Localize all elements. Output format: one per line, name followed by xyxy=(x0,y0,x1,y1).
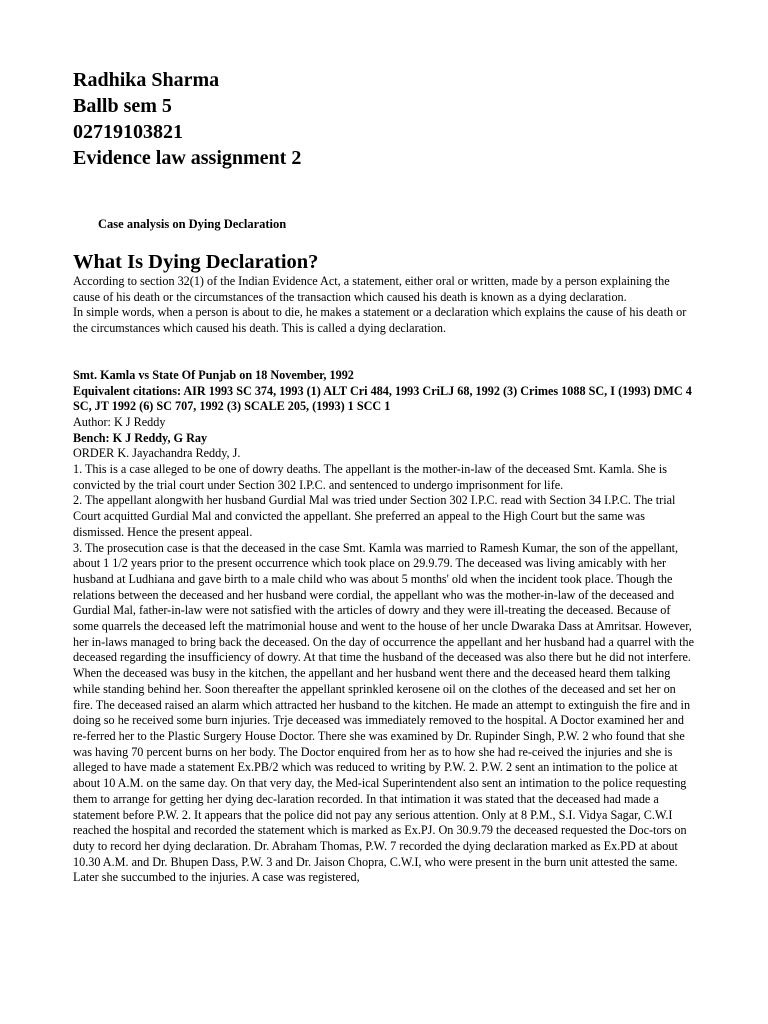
student-name: Radhika Sharma xyxy=(73,69,220,91)
document-page xyxy=(73,67,695,886)
roll-number: 02719103821 xyxy=(73,121,183,143)
case-paragraph-1: 1. This is a case alleged to be one of dowry deaths. The appellant is the mother-in-law of the deceased Smt. Kamla. She is convicted by the trial court under Section 302 I.P.C. and sentenced to undergo imprisonment for life. xyxy=(73,462,667,492)
definition-paragraph: According to section 32(1) of the Indian Evidence Act, a statement, either oral or written, made by a person explaining the cause of his death or the circumstances of the transaction which caused his death is known as a dying declaration. xyxy=(73,274,670,304)
case-block xyxy=(73,368,695,886)
case-bench: Bench: K J Reddy, G Ray xyxy=(73,430,208,445)
course-info: Ballb sem 5 xyxy=(73,95,172,117)
case-citations: Equivalent citations: AIR 1993 SC 374, 1993 (1) ALT Cri 484, 1993 CriLJ 68, 1992 (3) Crimes 1088 SC, I (1993) DMC 4 SC, JT 1992 (6) SC 707, 1992 (3) SCALE 205, (1993) 1 SCC 1 xyxy=(73,383,692,414)
section-heading: What Is Dying Declaration? xyxy=(73,251,319,273)
case-paragraph-2: 2. The appellant alongwith her husband Gurdial Mal was tried under Section 302 I.P.C. read with Section 34 I.P.C. The trial Court acquitted Gurdial Mal and convicted the appellant. She preferred an appeal to the High Court but the same was dismissed. Hence the present appeal. xyxy=(73,493,676,539)
case-paragraph-3: 3. The prosecution case is that the deceased in the case Smt. Kamla was married to Ramesh Kumar, the son of the appellant, about 1 1/2 years prior to the present occurrence which took place on 29.9.79. The deceased was living amicably with her husband at Ludhiana and gave birth to a male child who was about 5 months' old when the incident took place. Though the relations between the deceased and her husband were cordial, the appellant who was the mother-in-law of the deceased and Gurdial Mal, father-in-law were not satisfied with the articles of dowry and they were ill-treating the deceased. Because of some quarrels the deceased left the matrimonial house and went to the house of her uncle Dwaraka Dass at Amritsar. However, her in-laws managed to bring back the deceased. On the day of occurrence the appellant and her husband had a quarrel with the deceased regarding the insufficiency of dowry. At that time the husband of the deceased was also there but he did not interfere. When the deceased was busy in the kitchen, the appellant and her husband went there and the deceased heard them talking while standing behind her. Soon thereafter the appellant sprinkled kerosene oil on the clothes of the deceased and set her on fire. The deceased raised an alarm which attracted her husband to the kitchen. He made an attempt to extinguish the fire and in doing so he received some burn injuries. Trje deceased was immediately removed to the hospital. A Doctor examined her and re-ferred her to the Plastic Surgery House Doctor. There she was examined by Dr. Rupinder Singh, P.W. 2 who found that she was having 70 percent burns on her body. The Doctor enquired from her as to how she had re-ceived the injuries and she is alleged to have made a statement Ex.PB/2 which was reduced to writing by P.W. 2. P.W. 2 sent an intimation to the police at about 10 A.M. on the same day. On that very day, the Med-ical Superintendent also sent an intimation to the police requesting them to arrange for getting her dying dec-laration recorded. In that intimation it was stated that the deceased had made a statement before P.W. 2. It appears that the police did not pay any serious attention. Only at 8 P.M., S.I. Vidya Sagar, C.W.I reached the hospital and recorded the statement which is marked as Ex.PJ. On 30.9.79 the deceased requested the Doc-tors on duty to record her dying declaration. Dr. Abraham Thomas, P.W. 7 recorded the dying declaration marked as Ex.PD at about 10.30 A.M. and Dr. Bhupen Dass, P.W. 3 and Dr. Jaison Chopra, C.W.I, who were present in the burn unit attested the same. Later she succumbed to the injuries. A case was registered, xyxy=(73,540,694,885)
simple-explanation-paragraph: In simple words, when a person is about to die, he makes a statement or a declaration which explains the cause of his death or the circumstances which caused his death. This is called a dying declaration. xyxy=(73,305,687,336)
document-subtitle: Case analysis on Dying Declaration xyxy=(98,217,287,231)
spacer xyxy=(73,337,695,368)
case-title: Smt. Kamla vs State Of Punjab on 18 November, 1992 xyxy=(73,367,354,382)
assignment-title: Evidence law assignment 2 xyxy=(73,147,302,169)
case-author: Author: K J Reddy xyxy=(73,414,166,429)
case-order: ORDER K. Jayachandra Reddy, J. xyxy=(73,446,241,461)
author-header xyxy=(73,67,695,171)
